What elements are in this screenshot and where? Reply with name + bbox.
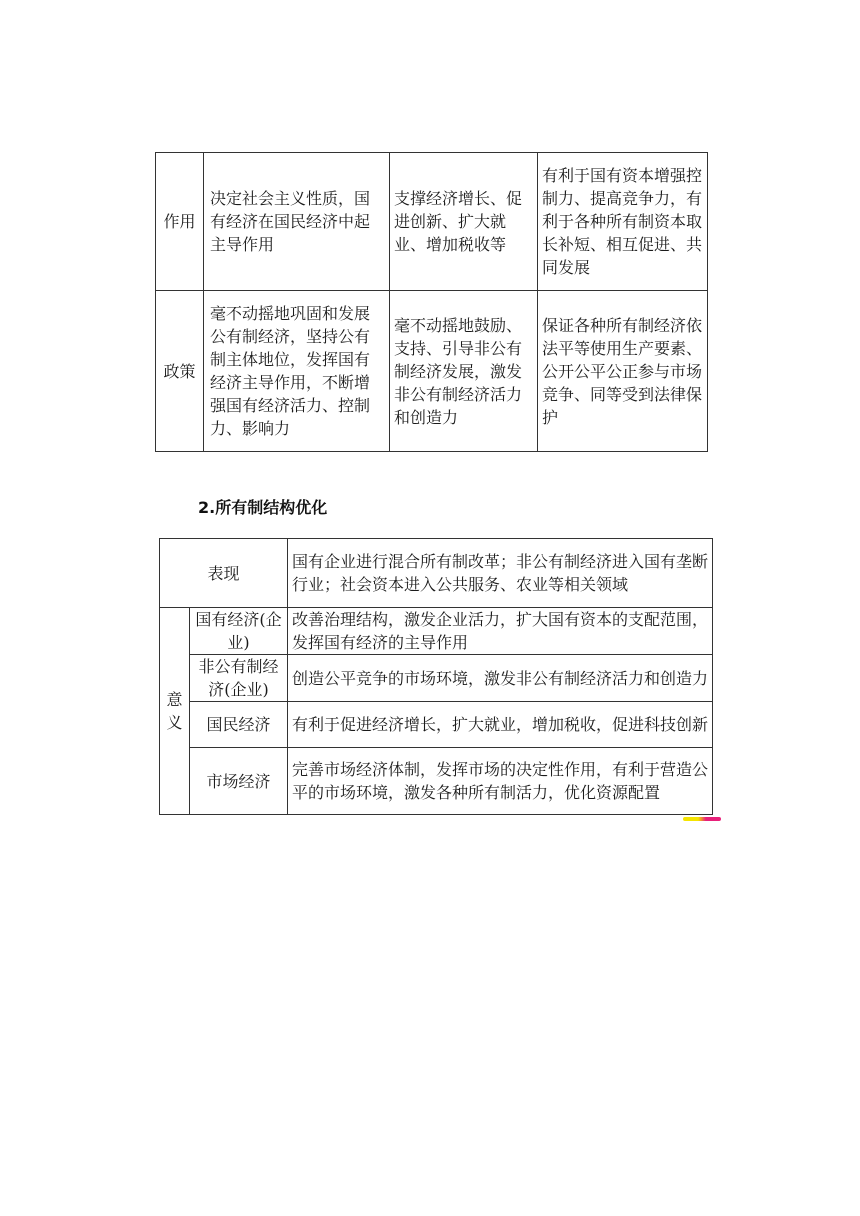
cell-mixed-ownership-policy: 保证各种所有制经济依法平等使用生产要素、公开公平公正参与市场竞争、同等受到法律保护 [538, 291, 708, 452]
cell-state-economy-text: 改善治理结构，激发企业活力，扩大国有资本的支配范围，发挥国有经济的主导作用 [288, 608, 713, 655]
label-state-economy: 国有经济(企业) [190, 608, 288, 655]
cell-public-economy-role: 决定社会主义性质，国有经济在国民经济中起主导作用 [204, 153, 390, 291]
table-row [160, 655, 713, 702]
cell-nonpublic-economy-role: 支撑经济增长、促进创新、扩大就业、增加税收等 [390, 153, 538, 291]
label-market-economy: 市场经济 [190, 748, 288, 815]
table-ownership-roles [155, 152, 708, 452]
table-row [160, 608, 713, 655]
label-performance: 表现 [160, 539, 288, 608]
label-national-economy: 国民经济 [190, 702, 288, 748]
cell-nonpublic-economy-text: 创造公平竞争的市场环境，激发非公有制经济活力和创造力 [288, 655, 713, 702]
cell-market-economy-text: 完善市场经济体制，发挥市场的决定性作用，有利于营造公平的市场环境，激发各种所有制活力，优化资源配置 [288, 748, 713, 815]
color-mark [683, 817, 721, 821]
label-significance: 意义 [160, 608, 190, 815]
row-header-role: 作用 [156, 153, 204, 291]
table-row [156, 153, 708, 291]
table-row [156, 291, 708, 452]
cell-nonpublic-economy-policy: 毫不动摇地鼓励、支持、引导非公有制经济发展，激发非公有制经济活力和创造力 [390, 291, 538, 452]
table-row [160, 748, 713, 815]
table-ownership-optimization [159, 538, 713, 815]
label-nonpublic-economy: 非公有制经济(企业) [190, 655, 288, 702]
cell-national-economy-text: 有利于促进经济增长，扩大就业，增加税收，促进科技创新 [288, 702, 713, 748]
table-row [160, 539, 713, 608]
cell-mixed-ownership-role: 有利于国有资本增强控制力、提高竞争力，有利于各种所有制资本取长补短、相互促进、共同发展 [538, 153, 708, 291]
section-heading: 2.所有制结构优化 [198, 498, 328, 517]
table-row [160, 702, 713, 748]
cell-performance-text: 国有企业进行混合所有制改革；非公有制经济进入国有垄断行业；社会资本进入公共服务、农业等相关领域 [288, 539, 713, 608]
cell-public-economy-policy: 毫不动摇地巩固和发展公有制经济，坚持公有制主体地位，发挥国有经济主导作用，不断增强国有经济活力、控制力、影响力 [204, 291, 390, 452]
row-header-policy: 政策 [156, 291, 204, 452]
